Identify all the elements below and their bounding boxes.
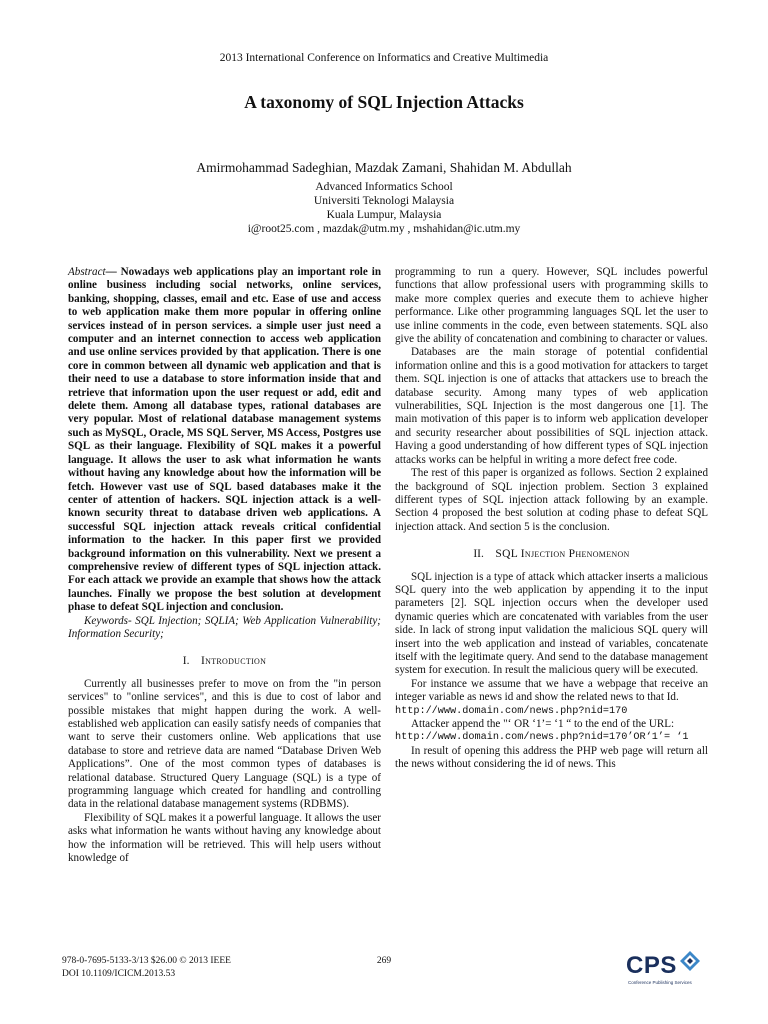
example-url: http://www.domain.com/news.php?nid=170 (395, 705, 628, 717)
authors: Amirmohammad Sadeghian, Mazdak Zamani, Shahidan M. Abdullah (196, 160, 572, 175)
affiliation-line: Advanced Informatics School (315, 181, 453, 193)
right-column (395, 266, 708, 772)
paragraph: The rest of this paper is organized as follows. Section 2 explained the background of SQL injection problem. Section 3 explained different types of SQL injection attack following by an example. Section 4 proposed the best solution at coding phase to defeat SQL injection attack. And section 5 is the conclusion. (395, 467, 708, 533)
section-heading-sql-injection (395, 548, 708, 561)
logo-diamond-icon (679, 950, 701, 972)
page-number: 269 (376, 956, 392, 966)
example-url-injected: http://www.domain.com/news.php?nid=170’OR‘1’= ‘1 (395, 732, 689, 744)
paragraph: For instance we assume that we have a webpage that receive an integer variable as news id and show the related news to that Id. (395, 677, 708, 704)
section-number: II. (473, 548, 484, 561)
paper-title: A taxonomy of SQL Injection Attacks (244, 92, 524, 112)
author-emails: i@root25.com , mazdak@utm.my , mshahidan@ic.utm.my (247, 223, 521, 235)
section-title: Introduction (201, 655, 267, 668)
paragraph: In result of opening this address the PHP web page will return all the news without considering the id of news. This (395, 744, 708, 771)
conference-name: 2013 International Conference on Informatics and Creative Multimedia (219, 52, 549, 64)
doi-line: DOI 10.1109/ICICM.2013.53 (62, 969, 176, 979)
paragraph: Attacker append the "‘ OR ‘1’= ‘1 “ to the end of the URL: (411, 718, 675, 730)
paragraph: Flexibility of SQL makes it a powerful language. It allows the user asks what information he wants without having any knowledge about how the information will be retrieved. This will help users without knowledge of (68, 811, 381, 865)
paragraph: Databases are the main storage of potential confidential information online and this is a good motivation for attackers to target them. SQL injection is one of attacks that attackers use to breach the database security. Among many types of web application vulnerabilities, SQL Injection is the most dangerous one [1]. The main motivation of this paper is to inform web application developer and security researcher about possibilities of SQL injection attack. Having a good understanding of how different types of SQL injection attacks works can be helpful in writing a more defect free code. (395, 346, 708, 466)
affiliation-line: Kuala Lumpur, Malaysia (326, 209, 442, 221)
logo-subtext: Conference Publishing Services (628, 980, 692, 985)
section-number: I. (182, 655, 190, 668)
logo-text: CPS (626, 952, 677, 979)
abstract-label: Abstract (68, 266, 106, 278)
section-title: SQL Injection Phenomenon (495, 548, 630, 561)
isbn-line: 978-0-7695-5133-3/13 $26.00 © 2013 IEEE (62, 956, 231, 966)
keywords: Keywords- SQL Injection; SQLIA; Web Application Vulnerability; Information Security; (68, 614, 381, 640)
cps-logo (626, 950, 716, 990)
paragraph: programming to run a query. However, SQL includes powerful functions that allow professional users with programming skills to make more complex queries and execute them to achieve higher performance. Like other programming languages SQL let the user to use inline comments in the code, even between statements. SQL also give the ability of concatenation and combining to character or values. (395, 266, 708, 346)
paragraph: SQL injection is a type of attack which attacker inserts a malicious SQL query into the web application by appending it to the input parameters [2]. SQL injection occurs when the developer used dynamic queries which are concatenated with variables from the user side. In lack of strong input validation the malicious SQL query will insert into the web application and instead of variables, concatenate itself with the legitimate query. And send to the database management system for execution. In result the malicious query will be executed. (395, 570, 708, 677)
abstract (68, 266, 381, 615)
abstract-text: — Nowadays web applications play an important role in online business including social networks, online services, banking, shopping, classes, email and etc. Ease of use and access to web application make them more popular in offering online services instead of in person services. a simple user just need a computer and an internet connection to access web application and use online services provided by that application. There is one core in common between all dynamic web application and that is their need to use a database to store information inside that and retrieve that information upon the user request or add, edit and delete them. Among all database types, rational databases are very popular. Most of relational database management systems such as MySQL, Oracle, MS SQL Server, MS Access, Postgres use SQL as their language. Flexibility of SQL makes it a powerful language. It allows the user to ask what information he wants without having any knowledge about how the information will be fetch. However vast use of SQL based databases make it the center of attention of hackers. SQL injection attack is a well-known security threat to database driven web applications. A successful SQL injection attack reveals critical confidential information to the hacker. In this paper first we provided background information on this vulnerability. Next we present a comprehensive review of different types of SQL injection attack. For each attack we provide an example that shows how the attack launches. Finally we propose the best solution at development phase to defeat SQL injection and conclusion. (68, 266, 381, 614)
affiliation-line: Universiti Teknologi Malaysia (313, 195, 455, 207)
left-column (68, 266, 381, 865)
paragraph: Currently all businesses prefer to move on from the "in person services" to "online services", and this is due to cost of labor and possible mistakes that might happen during the work. A well-established web application can easily satisfy needs of companies that want to serve their customers online. Web applications that use database to store and retrieve data are named “Database Driven Web Applications”. One of the most common types of databases is relational database. Structured Query Language (SQL) is a type of programming language which created for handling and controlling data in the relational database management systems (RDBMS). (68, 677, 381, 811)
section-heading-introduction (68, 655, 381, 668)
